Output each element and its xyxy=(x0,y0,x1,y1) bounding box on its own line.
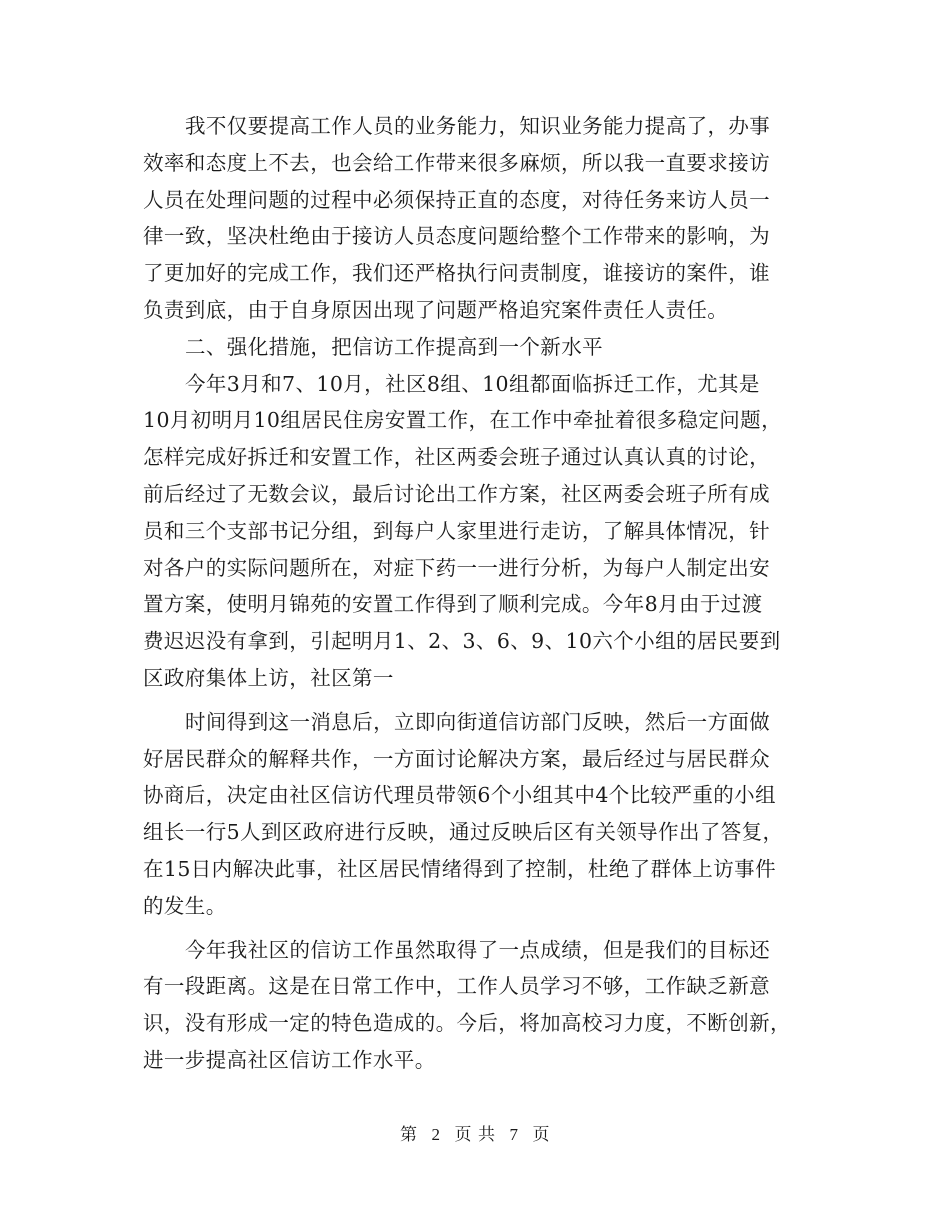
paragraph-line: 今年我社区的信访工作虽然取得了一点成绩，但是我们的目标还 xyxy=(185,937,771,962)
paragraph-line: 对各户的实际问题所在，对症下药一一进行分析，为每户人制定出安 xyxy=(143,555,770,580)
total-page-number: 7 xyxy=(509,1125,519,1144)
paragraph-line: 10月初明月10组居民住房安置工作，在工作中牵扯着很多稳定问题， xyxy=(143,408,782,433)
footer-prefix: 第 xyxy=(400,1125,418,1145)
page-footer xyxy=(0,1123,950,1147)
document-body xyxy=(143,108,815,1079)
paragraph-line: 前后经过了无数会议，最后讨论出工作方案，社区两委会班子所有成 xyxy=(143,481,770,506)
paragraph-line: 了更加好的完成工作，我们还严格执行问责制度，谁接访的案件，谁 xyxy=(143,261,770,286)
paragraph-line: 时间得到这一消息后，立即向街道信访部门反映，然后一方面做 xyxy=(185,709,771,734)
current-page-number: 2 xyxy=(431,1125,441,1144)
paragraph-line: 效率和态度上不去，也会给工作带来很多麻烦，所以我一直要求接访 xyxy=(143,150,770,175)
paragraph-line: 律一致，坚决杜绝由于接访人员态度问题给整个工作带来的影响，为 xyxy=(143,224,770,249)
paragraph-line: 进一步提高社区信访工作水平。 xyxy=(143,1047,436,1072)
paragraph-line: 识，没有形成一定的特色造成的。今后，将加高校习力度，不断创新， xyxy=(143,1011,791,1036)
paragraph-line: 置方案，使明月锦苑的安置工作得到了顺利完成。今年8月由于过渡 xyxy=(143,592,763,617)
paragraph-line: 协商后，决定由社区信访代理员带领6个小组其中4个比较严重的小组 xyxy=(143,783,776,808)
paragraph-line: 好居民群众的解释共作，一方面讨论解决方案，最后经过与居民群众 xyxy=(143,746,770,771)
paragraph-line: 费迟迟没有拿到，引起明月1、2、3、6、9、10六个小组的居民要到 xyxy=(143,629,781,654)
footer-middle: 页 共 xyxy=(454,1125,496,1145)
paragraph-line: 负责到底，由于自身原因出现了问题严格追究案件责任人责任。 xyxy=(143,297,729,322)
section-heading: 二、强化措施，把信访工作提高到一个新水平 xyxy=(185,334,603,359)
paragraph-line: 今年3月和7、10月，社区8组、10组都面临拆迁工作，尤其是 xyxy=(185,371,760,396)
paragraph-line: 区政府集体上访，社区第一 xyxy=(143,665,394,690)
paragraph-line: 在15日内解决此事，社区居民情绪得到了控制，杜绝了群体上访事件 xyxy=(143,856,776,881)
footer-suffix: 页 xyxy=(532,1125,550,1145)
paragraph-line: 我不仅要提高工作人员的业务能力，知识业务能力提高了，办事 xyxy=(185,114,771,138)
paragraph-line: 的发生。 xyxy=(143,893,227,918)
paragraph-line: 员和三个支部书记分组，到每户人家里进行走访，了解具体情况，针 xyxy=(143,518,770,543)
paragraph-line: 有一段距离。这是在日常工作中，工作人员学习不够，工作缺乏新意 xyxy=(143,974,770,999)
paragraph-line: 人员在处理问题的过程中必须保持正直的态度，对待任务来访人员一 xyxy=(143,187,770,212)
paragraph-line: 怎样完成好拆迁和安置工作，社区两委会班子通过认真认真的讨论， xyxy=(143,445,770,470)
paragraph-line: 组长一行5人到区政府进行反映，通过反映后区有关领导作出了答复， xyxy=(143,820,784,845)
